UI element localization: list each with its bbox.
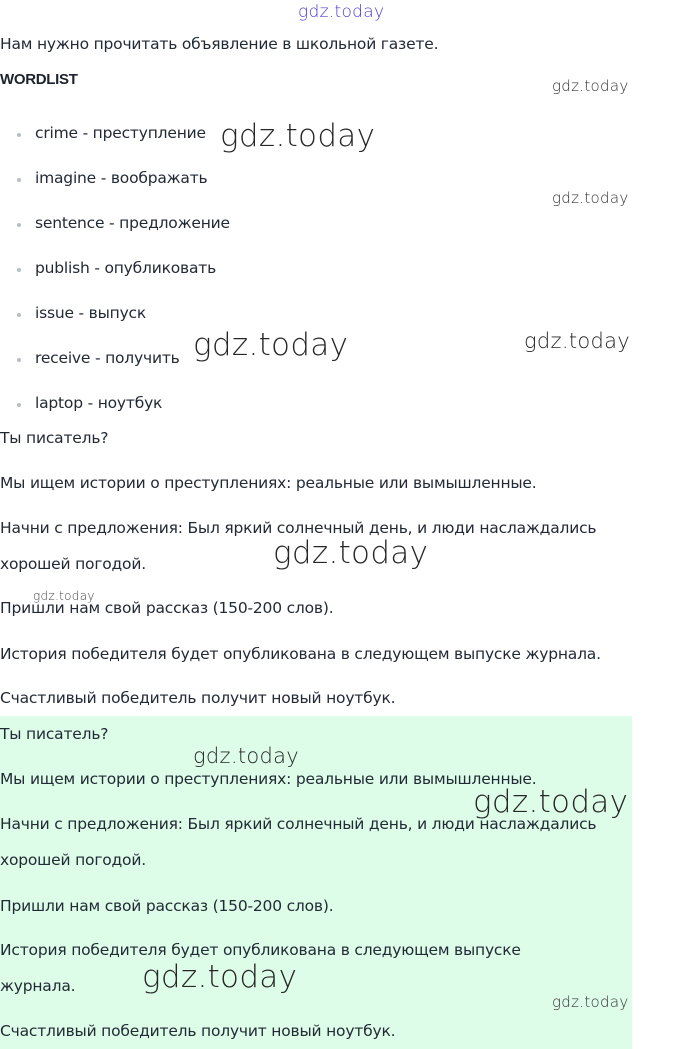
wordlist-item: laptop - ноутбук bbox=[35, 394, 163, 412]
bullet-icon bbox=[17, 133, 21, 137]
watermark: gdz.today bbox=[33, 589, 95, 603]
watermark: gdz.today bbox=[473, 784, 629, 820]
boxed-line: История победителя будет опубликована в следующем выпуске bbox=[0, 941, 521, 959]
watermark-top: gdz.today bbox=[298, 2, 385, 22]
announcement-line: Ты писатель? bbox=[0, 429, 109, 447]
boxed-line: Пришли нам свой рассказ (150-200 слов). bbox=[0, 897, 334, 915]
announcement-line: Начни с предложения: Был яркий солнечный день, и люди наслаждались bbox=[0, 519, 597, 537]
watermark: gdz.today bbox=[142, 959, 298, 995]
wordlist-item: sentence - предложение bbox=[35, 214, 230, 232]
wordlist-item: issue - выпуск bbox=[35, 304, 147, 322]
bullet-icon bbox=[17, 358, 21, 362]
highlight-box bbox=[0, 716, 632, 1049]
bullet-icon bbox=[17, 268, 21, 272]
wordlist-item: receive - получить bbox=[35, 349, 180, 367]
wordlist-item: crime - преступление bbox=[35, 124, 206, 142]
watermark: gdz.today bbox=[552, 189, 629, 207]
boxed-line: Ты писатель? bbox=[0, 725, 109, 743]
announcement-line: Мы ищем истории о преступлениях: реальные или вымышленные. bbox=[0, 474, 537, 492]
watermark: gdz.today bbox=[273, 535, 429, 571]
announcement-line: Пришли нам свой рассказ (150-200 слов). bbox=[0, 599, 334, 617]
wordlist-item: imagine - воображать bbox=[35, 169, 208, 187]
watermark: gdz.today bbox=[193, 327, 349, 363]
watermark: gdz.today bbox=[524, 329, 631, 353]
wordlist-item: publish - опубликовать bbox=[35, 259, 217, 277]
bullet-icon bbox=[17, 178, 21, 182]
wordlist-heading: WORDLIST bbox=[0, 71, 78, 88]
boxed-line: Начни с предложения: Был яркий солнечный день, и люди наслаждались bbox=[0, 815, 597, 833]
announcement-line: хорошей погодой. bbox=[0, 555, 146, 573]
boxed-line: журнала. bbox=[0, 977, 76, 995]
announcement-line: Счастливый победитель получит новый ноутбук. bbox=[0, 689, 396, 707]
intro-text: Нам нужно прочитать объявление в школьной газете. bbox=[0, 35, 439, 53]
watermark: gdz.today bbox=[193, 744, 300, 768]
announcement-line: История победителя будет опубликована в следующем выпуске журнала. bbox=[0, 645, 601, 663]
boxed-line: Счастливый победитель получит новый ноутбук. bbox=[0, 1022, 396, 1040]
boxed-line: хорошей погодой. bbox=[0, 851, 146, 869]
bullet-icon bbox=[17, 223, 21, 227]
watermark: gdz.today bbox=[552, 993, 629, 1011]
watermark: gdz.today bbox=[220, 118, 376, 154]
bullet-icon bbox=[17, 313, 21, 317]
bullet-icon bbox=[17, 403, 21, 407]
watermark: gdz.today bbox=[552, 77, 629, 95]
boxed-line: Мы ищем истории о преступлениях: реальные или вымышленные. bbox=[0, 770, 537, 788]
